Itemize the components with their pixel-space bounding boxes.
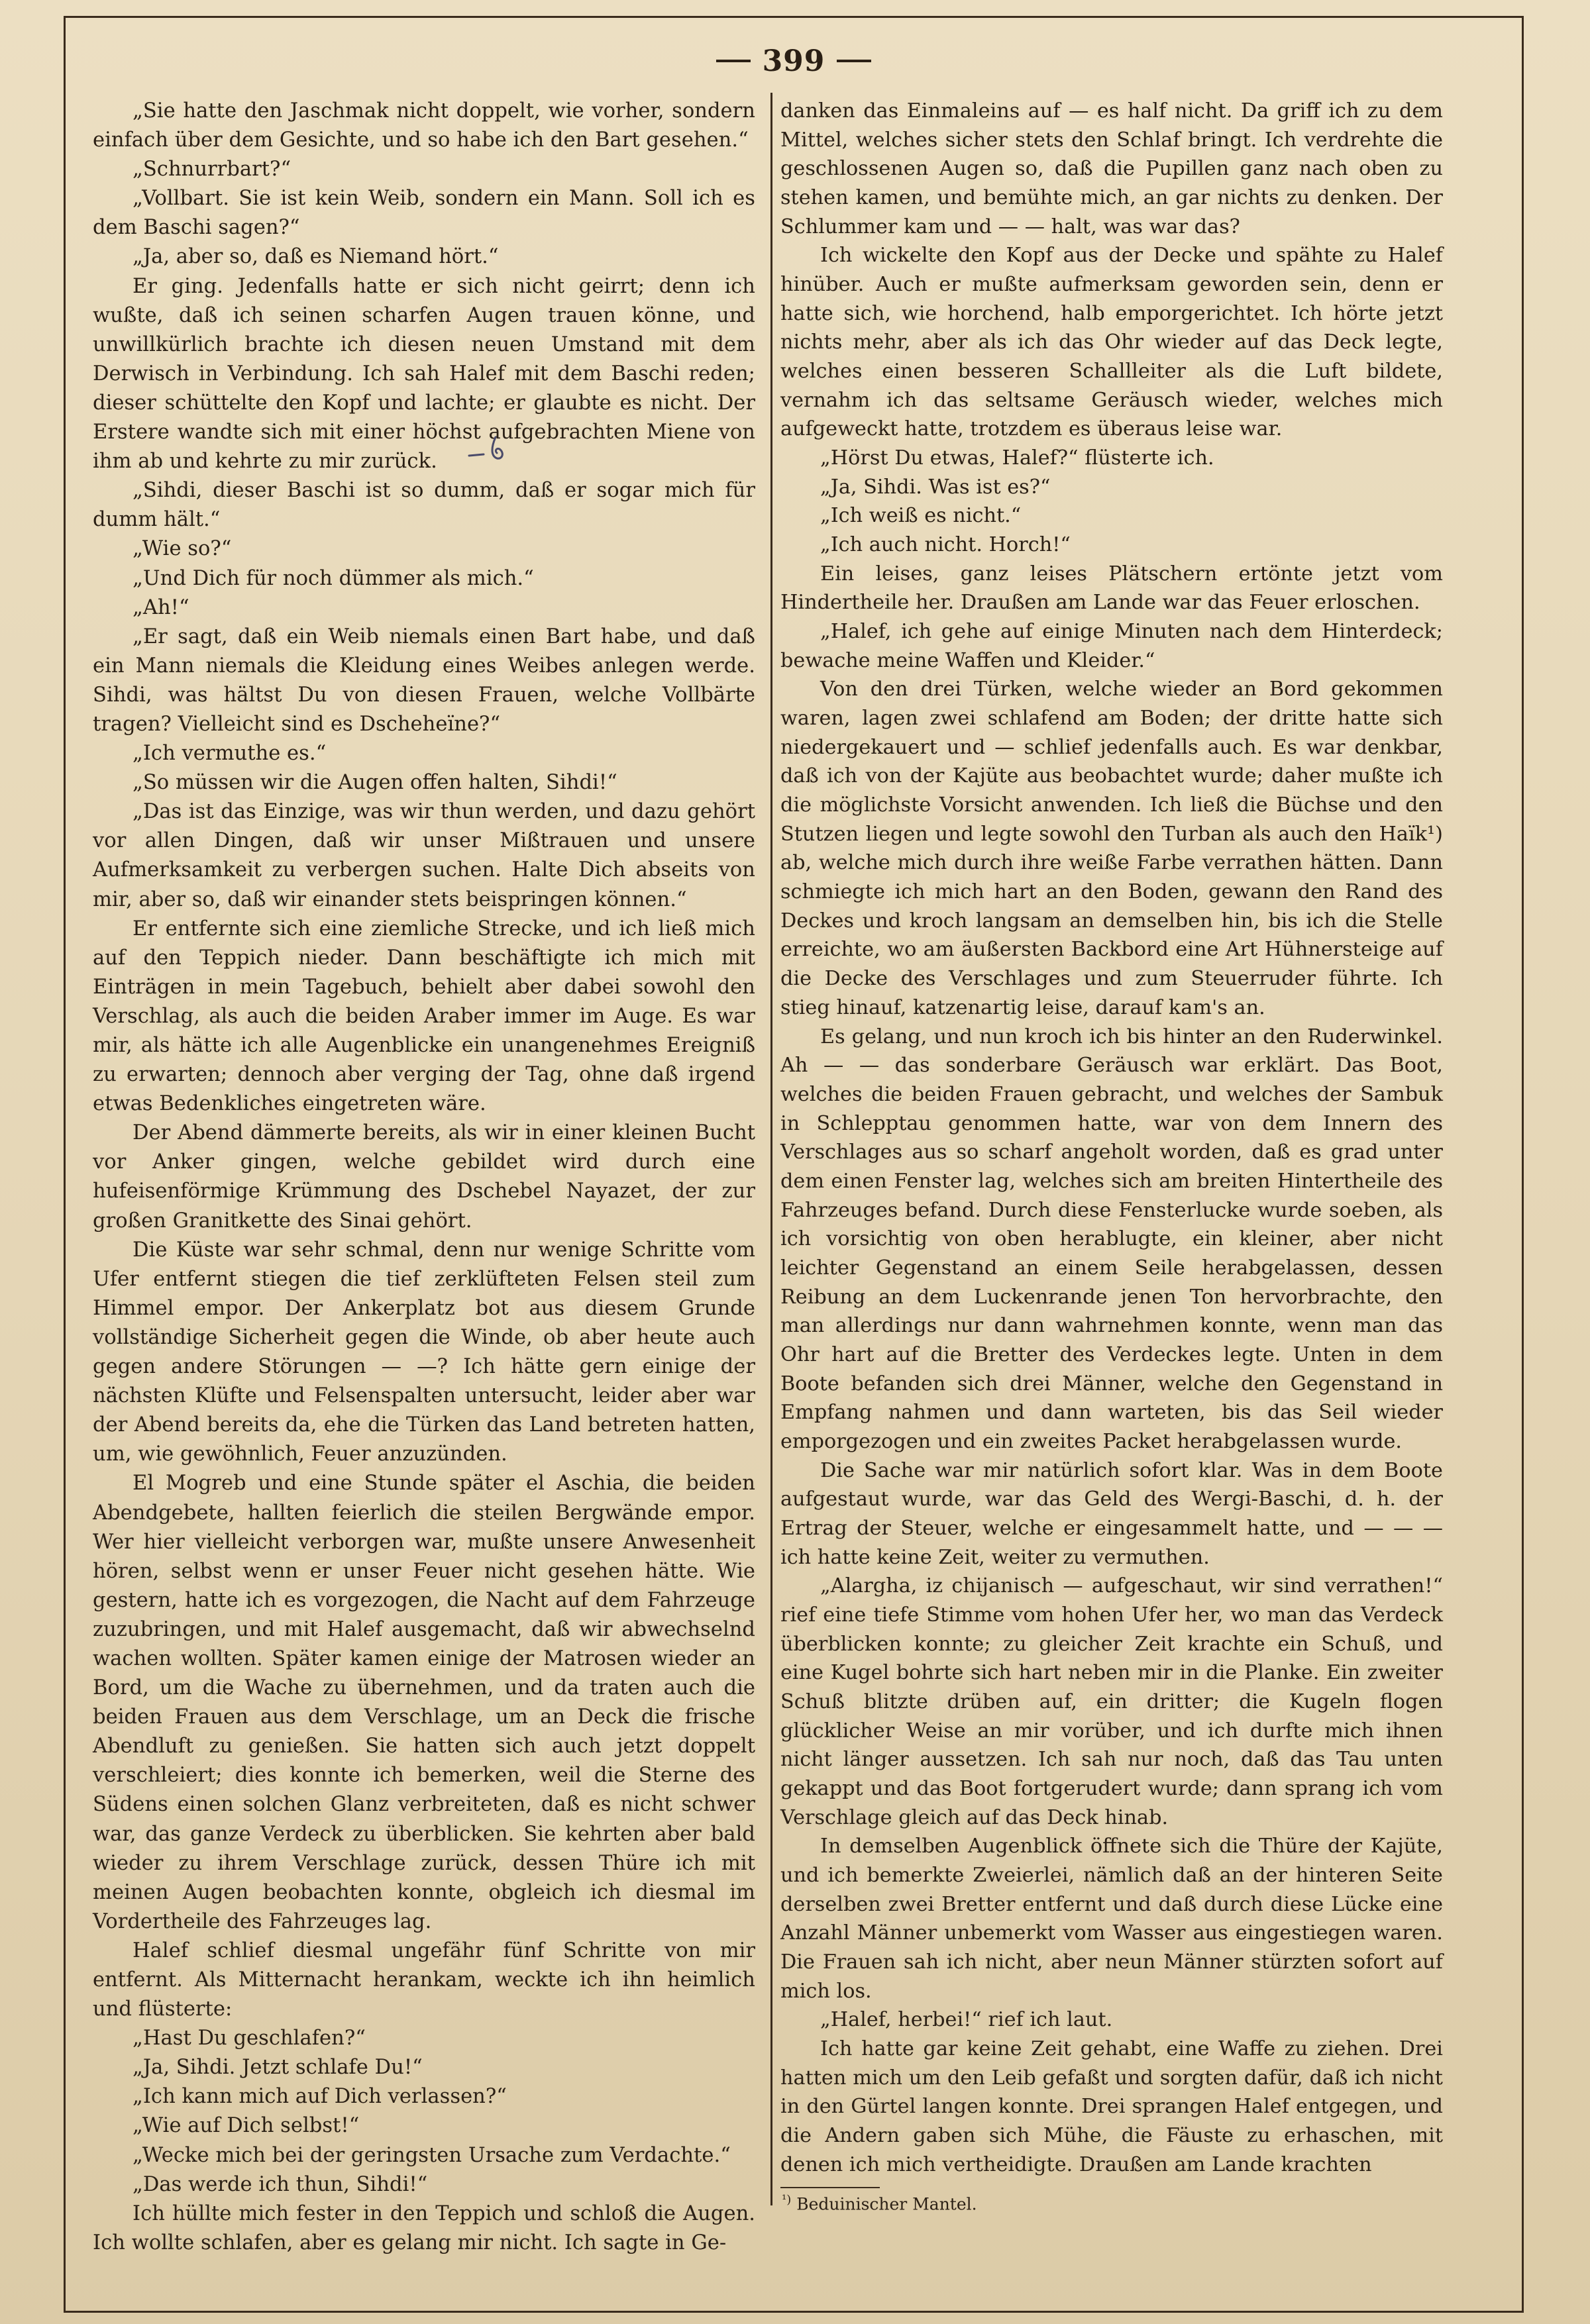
left-column-paragraph: „Das werde ich thun, Sihdi!“ [132,2172,428,2196]
right-column-paragraph: Ein leises, ganz leises Plätschern ertönte jetzt vom Hindertheile her. Draußen am Lande war das Feuer erloschen. [780,562,1443,615]
column-divider [770,93,772,2205]
left-column-paragraph: Er entfernte sich eine ziemliche Strecke, und ich ließ mich auf den Teppich nieder. Dann beschäftigte ich mich mit Einträgen in mein Tagebuch, behielt aber dabei sowohl den Verschlag, als auch die beiden Araber immer im Auge. Es war mir, als hätte ich alle Augenblicke ein unangenehmes Ereigniß zu erwarten; dennoch aber verging der Tag, ohne daß irgend etwas Bedenkliches eingetreten wäre. [93,917,755,1116]
footnote-marker: ¹) [782,2193,792,2207]
left-column-paragraph: „Wecke mich bei der geringsten Ursache zum Verdachte.“ [132,2143,731,2167]
left-column-paragraph: „Sihdi, dieser Baschi ist so dumm, daß er sogar mich für dumm hält.“ [93,479,755,532]
page-number: 399 [762,44,825,78]
left-column-paragraph: „Das ist das Einzige, was wir thun werden, und dazu gehört vor allen Dingen, daß wir unser Mißtrauen und unsere Aufmerksamkeit zu verbergen suchen. Halte Dich abseits von mir, aber so, daß wir einander stets beispringen können.“ [93,800,755,911]
right-column-paragraph: Es gelang, und nun kroch ich bis hinter an den Ruderwinkel. Ah — — das sonderbare Geräusch war erklärt. Das Boot, welches die beiden Frauen gebracht, und welches der Sambuk in Schlepptau genommen hatte, war von dem Innern des Verschlages aus so scharf angeholt worden, daß es grad unter dem einen Fenster lag, welches sich am breiten Hintertheile des Fahrzeuges befand. Durch diese Fensterlucke wurde soeben, als ich vorsichtig von oben herablugte, ein kleiner, aber nicht leichter Gegenstand an einem Seile herabgelassen, dessen Reibung an dem Luckenrande jenen Ton hervorbrachte, den man allerdings nur dann wahrnehmen konnte, wenn man das Ohr hart auf die Bretter des Verdeckes legte. Unten in dem Boote befanden sich drei Männer, welche den Gegenstand in Empfang nahmen und dann warteten, bis das Seil wieder emporgezogen und ein zweites Packet herabgelassen wurde. [780,1025,1443,1453]
left-column-paragraph: „Sie hatte den Jaschmak nicht doppelt, wie vorher, sondern einfach über dem Gesichte, und so habe ich den Bart gesehen.“ [93,99,755,152]
left-column-paragraph: „Wie so?“ [132,537,232,561]
footnote-divider [780,2187,880,2188]
right-column-paragraph: „Ich auch nicht. Horch!“ [820,533,1071,557]
text-column-left [93,97,755,2258]
footnote-text: Beduinischer Mantel. [796,2194,977,2214]
right-column-paragraph: Ich wickelte den Kopf aus der Decke und spähte zu Halef hinüber. Auch er mußte aufmerksam geworden sein, denn er hatte sich, wie horchend, halb emporgerichtet. Ich hörte jetzt nichts mehr, aber als ich das Ohr wieder auf das Deck legte, welches einen besseren Schallleiter als die Luft bildete, vernahm ich das seltsame Geräusch wieder, welches mich aufgeweckt hatte, trotzdem es überaus leise war. [780,244,1443,441]
left-column-paragraph: „Und Dich für noch dümmer als mich.“ [132,566,534,590]
left-column-paragraph: „Ich vermuthe es.“ [132,742,327,766]
right-column-paragraph: „Ja, Sihdi. Was ist es?“ [820,475,1051,499]
right-column-paragraph: „Halef, ich gehe auf einige Minuten nach dem Hinterdeck; bewache meine Waffen und Kleider.“ [780,620,1443,672]
text-column-right [780,97,1443,2179]
left-column-paragraph: „Vollbart. Sie ist kein Weib, sondern ein Mann. Soll ich es dem Baschi sagen?“ [93,187,755,240]
left-column-paragraph: „Ja, aber so, daß es Niemand hört.“ [132,245,499,269]
right-column-paragraph: Ich hatte gar keine Zeit gehabt, eine Waffe zu ziehen. Drei hatten mich um den Leib gefaßt und sorgten dafür, daß ich nicht in den Gürtel langen konnte. Drei sprangen Halef entgegen, und die Andern gaben sich Mühe, die Fäuste zu erhaschen, mit denen ich mich vertheidigte. Draußen am Lande krachten [780,2037,1443,2176]
right-column-paragraph: In demselben Augenblick öffnete sich die Thüre der Kajüte, und ich bemerkte Zweierlei, nämlich daß an der hinteren Seite derselben zwei Bretter entfernt und daß durch diese Lücke eine Anzahl Männer unbemerkt vom Wasser aus eingestiegen waren. Die Frauen sah ich nicht, aber neun Männer stürzten sofort auf mich los. [780,1835,1443,2003]
right-column-paragraph: „Hörst Du etwas, Halef?“ flüsterte ich. [820,446,1214,470]
right-column-paragraph: „Ich weiß es nicht.“ [820,504,1022,528]
left-column-paragraph: El Mogreb und eine Stunde später el Aschia, die beiden Abendgebete, hallten feierlich die steilen Bergwände empor. Wer hier vielleicht verborgen war, mußte unsere Anwesenheit hören, selbst wenn er unser Feuer nicht gesehen hätte. Wie gestern, hatte ich es vorgezogen, die Nacht auf dem Fahrzeuge zuzubringen, und mit Halef ausgemacht, daß wir abwechselnd wachen wollten. Später kamen einige der Matrosen wieder an Bord, um die Wache zu übernehmen, und da traten auch die beiden Frauen aus dem Verschlage, um an Deck die frische Abendluft zu genießen. Sie hatten sich auch jetzt doppelt verschleiert; dies konnte ich bemerken, weil die Sterne des Südens einen solchen Glanz verbreiteten, daß es nicht schwer war, das ganze Verdeck zu überblicken. Sie kehrten aber bald wieder zu ihrem Verschlage zurück, dessen Thüre ich mit meinen Augen beobachten konnte, obgleich ich diesmal im Vordertheile des Fahrzeuges lag. [93,1472,755,1933]
left-column-paragraph: „Schnurrbart?“ [132,158,292,181]
left-column-paragraph: „Wie auf Dich selbst!“ [132,2114,360,2138]
left-column-paragraph: Die Küste war sehr schmal, denn nur wenige Schritte vom Ufer entfernt stiegen die tief zerklüfteten Felsen steil zum Himmel empor. Der Ankerplatz bot aus diesem Grunde vollständige Sicherheit gegen die Winde, ob aber heute auch gegen andere Störungen — —? Ich hätte gern einige der nächsten Klüfte und Felsenspalten untersucht, leider aber war der Abend bereits da, ehe die Türken das Land betreten hatten, um, wie gewöhnlich, Feuer anzuzünden. [93,1238,755,1466]
left-column-paragraph: „Hast Du geschlafen?“ [132,2027,366,2050]
left-column-paragraph: „Ja, Sihdi. Jetzt schlafe Du!“ [132,2056,423,2080]
header-dash-right [837,60,871,62]
header-dash-left [716,60,751,62]
left-column-paragraph: Ich hüllte mich fester in den Teppich und schloß die Augen. Ich wollte schlafen, aber es gelang mir nicht. Ich sagte in Ge- [93,2201,755,2254]
handwritten-pen-mark-icon [464,429,523,469]
left-column-paragraph: Halef schlief diesmal ungefähr fünf Schritte von mir entfernt. Als Mitternacht herankam, weckte ich ihn heimlich und flüsterte: [93,1939,755,2021]
right-column-paragraph: „Halef, herbei!“ rief ich laut. [820,2008,1113,2032]
left-column-paragraph: Er ging. Jedenfalls hatte er sich nicht geirrt; denn ich wußte, daß ich seinen scharfen Augen trauen könne, und unwillkürlich brachte ich diesen neuen Umstand mit dem Derwisch in Verbindung. Ich sah Halef mit dem Baschi reden; dieser schüttelte den Kopf und lachte; er glaubte es nicht. Der Erstere wandte sich mit einer höchst aufgebrachten Miene von ihm ab und kehrte zu mir zurück. [93,274,755,474]
right-column-paragraph: „Alargha, iz chijanisch — aufgeschaut, wir sind verrathen!“ rief eine tiefe Stimme vom hohen Ufer her, wo man das Verdeck überblicken konnte; zu gleicher Zeit krachte ein Schuß, und eine Kugel bohrte sich hart neben mir in die Planke. Ein zweiter Schuß blitzte drüben auf, ein dritter; die Kugeln flogen glücklicher Weise an mir vorüber, und ich durfte mich ihnen nicht länger aussetzen. Ich sah nur noch, daß das Tau unten gekappt und das Boot fortgerudert wurde; dann sprang ich vom Verschlage gleich auf das Deck hinab. [780,1574,1443,1829]
left-column-paragraph: „Ah!“ [132,595,189,619]
left-column-paragraph: „Er sagt, daß ein Weib niemals einen Bart habe, und daß ein Mann niemals die Kleidung eines Weibes anlegen werde. Sihdi, was hältst Du von diesen Frauen, welche Vollbärte tragen? Vielleicht sind es Dscheheïne?“ [93,625,755,736]
page-header [64,41,1524,81]
right-column-paragraph: danken das Einmaleins auf — es half nicht. Da griff ich zu dem Mittel, welches sicher stets den Schlaf bringt. Ich verdrehte die geschlossenen Augen so, daß die Pupillen ganz nach oben zu stehen kamen, und bemühte mich, an gar nichts zu denken. Der Schlummer kam und — — halt, was war das? [780,99,1443,238]
left-column-paragraph: „So müssen wir die Augen offen halten, Sihdi!“ [132,771,617,795]
left-column-paragraph: Der Abend dämmerte bereits, als wir in einer kleinen Bucht vor Anker gingen, welche gebildet wird durch eine hufeisenförmige Krümmung des Dschebel Nayazet, der zur großen Granitkette des Sinai gehört. [93,1121,755,1233]
right-column-paragraph: Von den drei Türken, welche wieder an Bord gekommen waren, lagen zwei schlafend am Boden; der dritte hatte sich niedergekauert und — schlief jedenfalls auch. Es war denkbar, daß ich von der Kajüte aus beobachtet wurde; daher mußte ich die möglichste Vorsicht anwenden. Ich ließ die Büchse und den Stutzen liegen und legte sowohl den Turban als auch den Haïk¹) ab, welche mich durch ihre weiße Farbe verrathen hätten. Dann schmiegte ich mich hart an den Boden, gewann den Rand des Deckes und kroch langsam an demselben hin, bis ich die Stelle erreichte, wo am äußersten Backbord eine Art Hühnersteige auf die Decke des Verschlages und zum Steuerruder führte. Ich stieg hinauf, katzenartig leise, darauf kam's an. [780,678,1443,1019]
footnote [782,2189,1444,2215]
left-column-paragraph: „Ich kann mich auf Dich verlassen?“ [132,2085,507,2109]
right-column-paragraph: Die Sache war mir natürlich sofort klar. Was in dem Boote aufgestaut wurde, war das Geld des Wergi-Baschi, d. h. der Ertrag der Steuer, welche er eingesammelt hatte, und — — — ich hatte keine Zeit, weiter zu vermuthen. [780,1458,1443,1569]
